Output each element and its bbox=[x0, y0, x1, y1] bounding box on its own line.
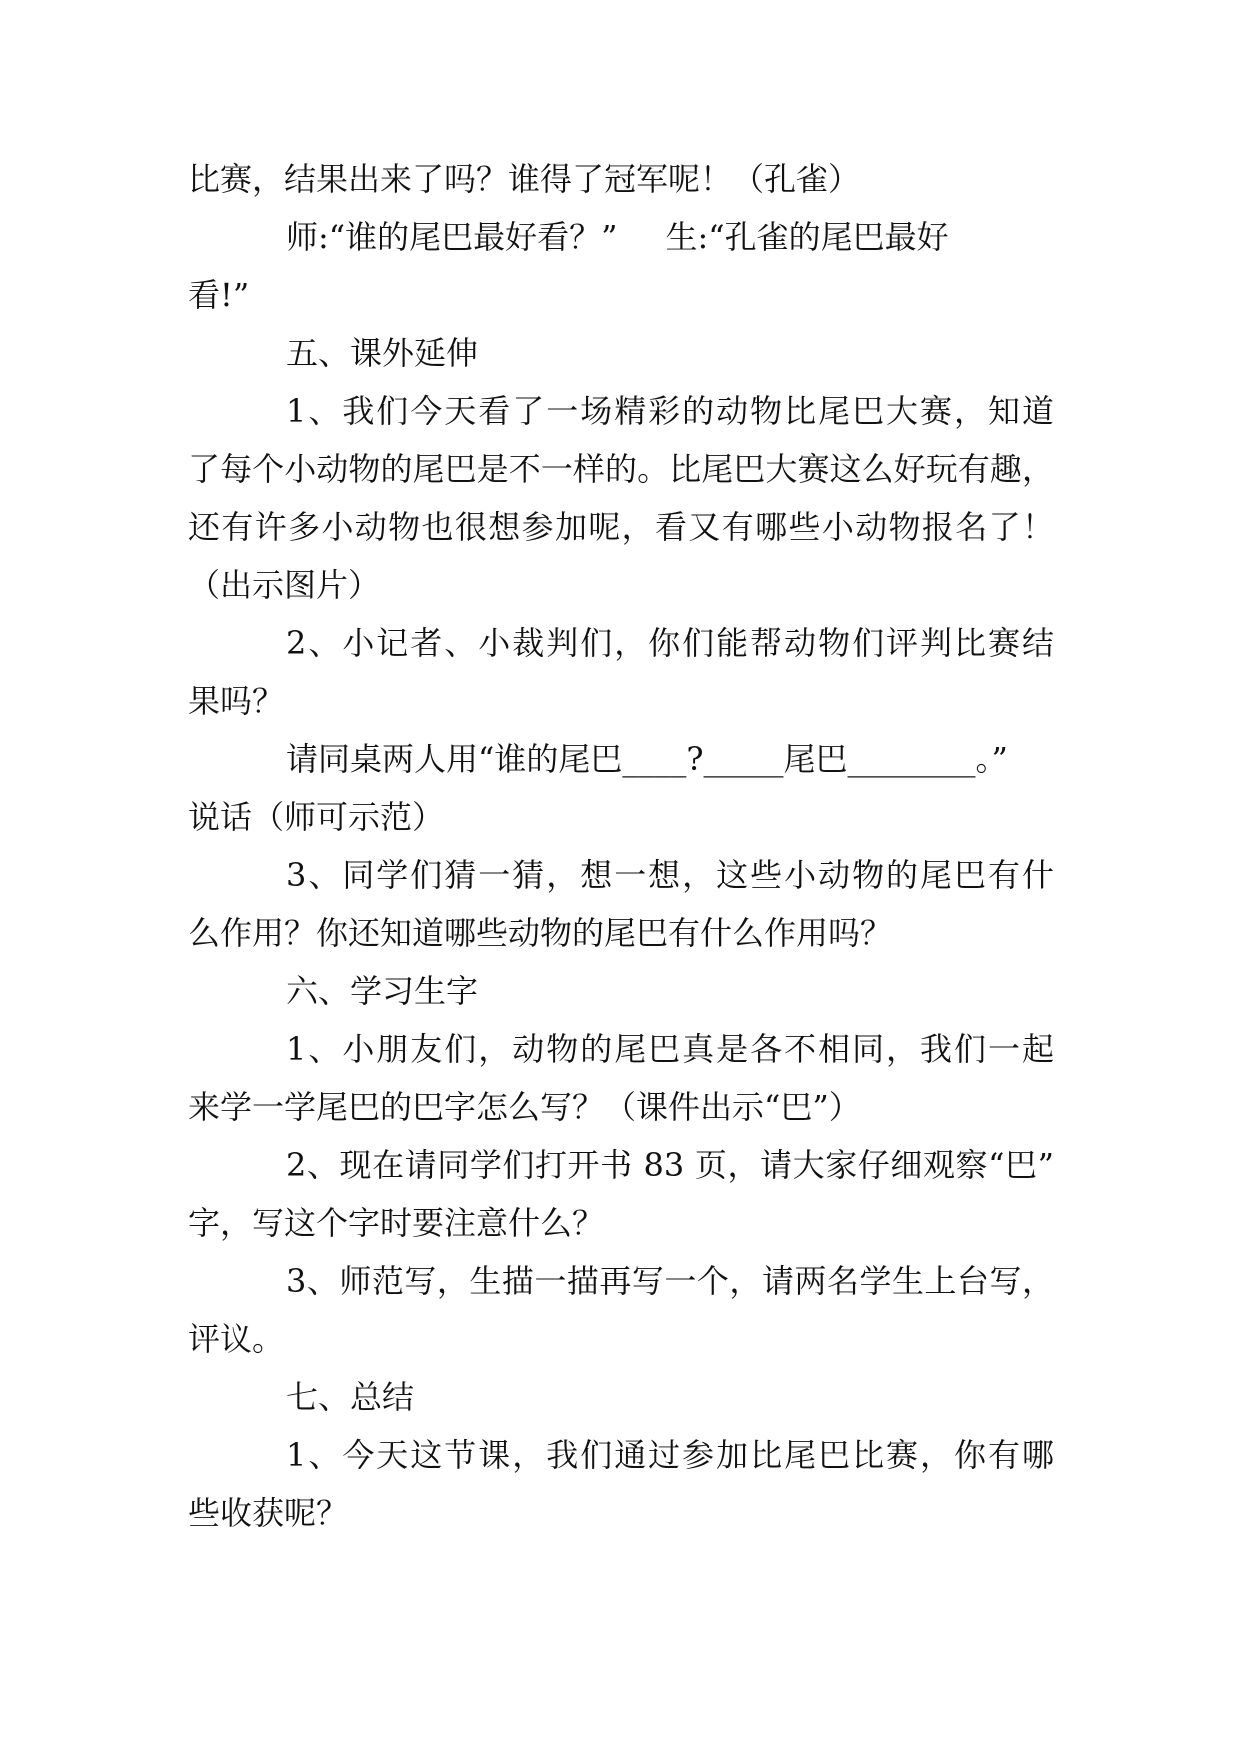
text-line: 比赛，结果出来了吗？谁得了冠军呢！（孔雀） bbox=[188, 160, 861, 198]
section-heading: 六、学习生字 bbox=[286, 972, 479, 1010]
teacher-line: 师:“谁的尾巴最好看？” bbox=[286, 218, 618, 256]
text-line: 么作用？你还知道哪些动物的尾巴有什么作用吗？ bbox=[188, 914, 893, 952]
section-heading: 五、课外延伸 bbox=[286, 334, 479, 372]
text-line: 些收获呢？ bbox=[188, 1494, 349, 1532]
text-line: 2、现在请同学们打开书 83 页，请大家仔细观察“巴” bbox=[286, 1146, 1054, 1184]
text-line: 评议。 bbox=[188, 1320, 285, 1358]
text-line: 还有许多小动物也很想参加呢，看又有哪些小动物报名了！ bbox=[188, 508, 1054, 546]
student-line: 生:“孔雀的尾巴最好 bbox=[665, 218, 949, 256]
text-line: 果吗？ bbox=[188, 682, 285, 720]
text-line: 了每个小动物的尾巴是不一样的。比尾巴大赛这么好玩有趣， bbox=[188, 450, 1054, 488]
section-heading: 七、总结 bbox=[286, 1378, 415, 1416]
document-body bbox=[188, 150, 1054, 1542]
text-line: 来学一学尾巴的巴字怎么写？（课件出示“巴”） bbox=[188, 1088, 861, 1126]
text-line: 1、我们今天看了一场精彩的动物比尾巴大赛，知道 bbox=[286, 392, 1054, 430]
text-line: 看!” bbox=[188, 276, 250, 314]
dialogue-line bbox=[188, 208, 1054, 266]
text-line: 3、师范写，生描一描再写一个，请两名学生上台写， bbox=[286, 1262, 1054, 1300]
text-line: 1、小朋友们，动物的尾巴真是各不相同，我们一起 bbox=[286, 1030, 1054, 1068]
text-line: 1、今天这节课，我们通过参加比尾巴比赛，你有哪 bbox=[286, 1436, 1054, 1474]
text-line: 说话（师可示范） bbox=[188, 798, 445, 836]
text-line: （出示图片） bbox=[188, 566, 381, 604]
text-line: 字，写这个字时要注意什么？ bbox=[188, 1204, 605, 1242]
text-line: 2、小记者、小裁判们，你们能帮动物们评判比赛结 bbox=[286, 624, 1054, 662]
text-line: 请同桌两人用“谁的尾巴____?_____尾巴________。” bbox=[286, 740, 1008, 778]
text-line: 3、同学们猜一猜，想一想，这些小动物的尾巴有什 bbox=[286, 856, 1054, 894]
